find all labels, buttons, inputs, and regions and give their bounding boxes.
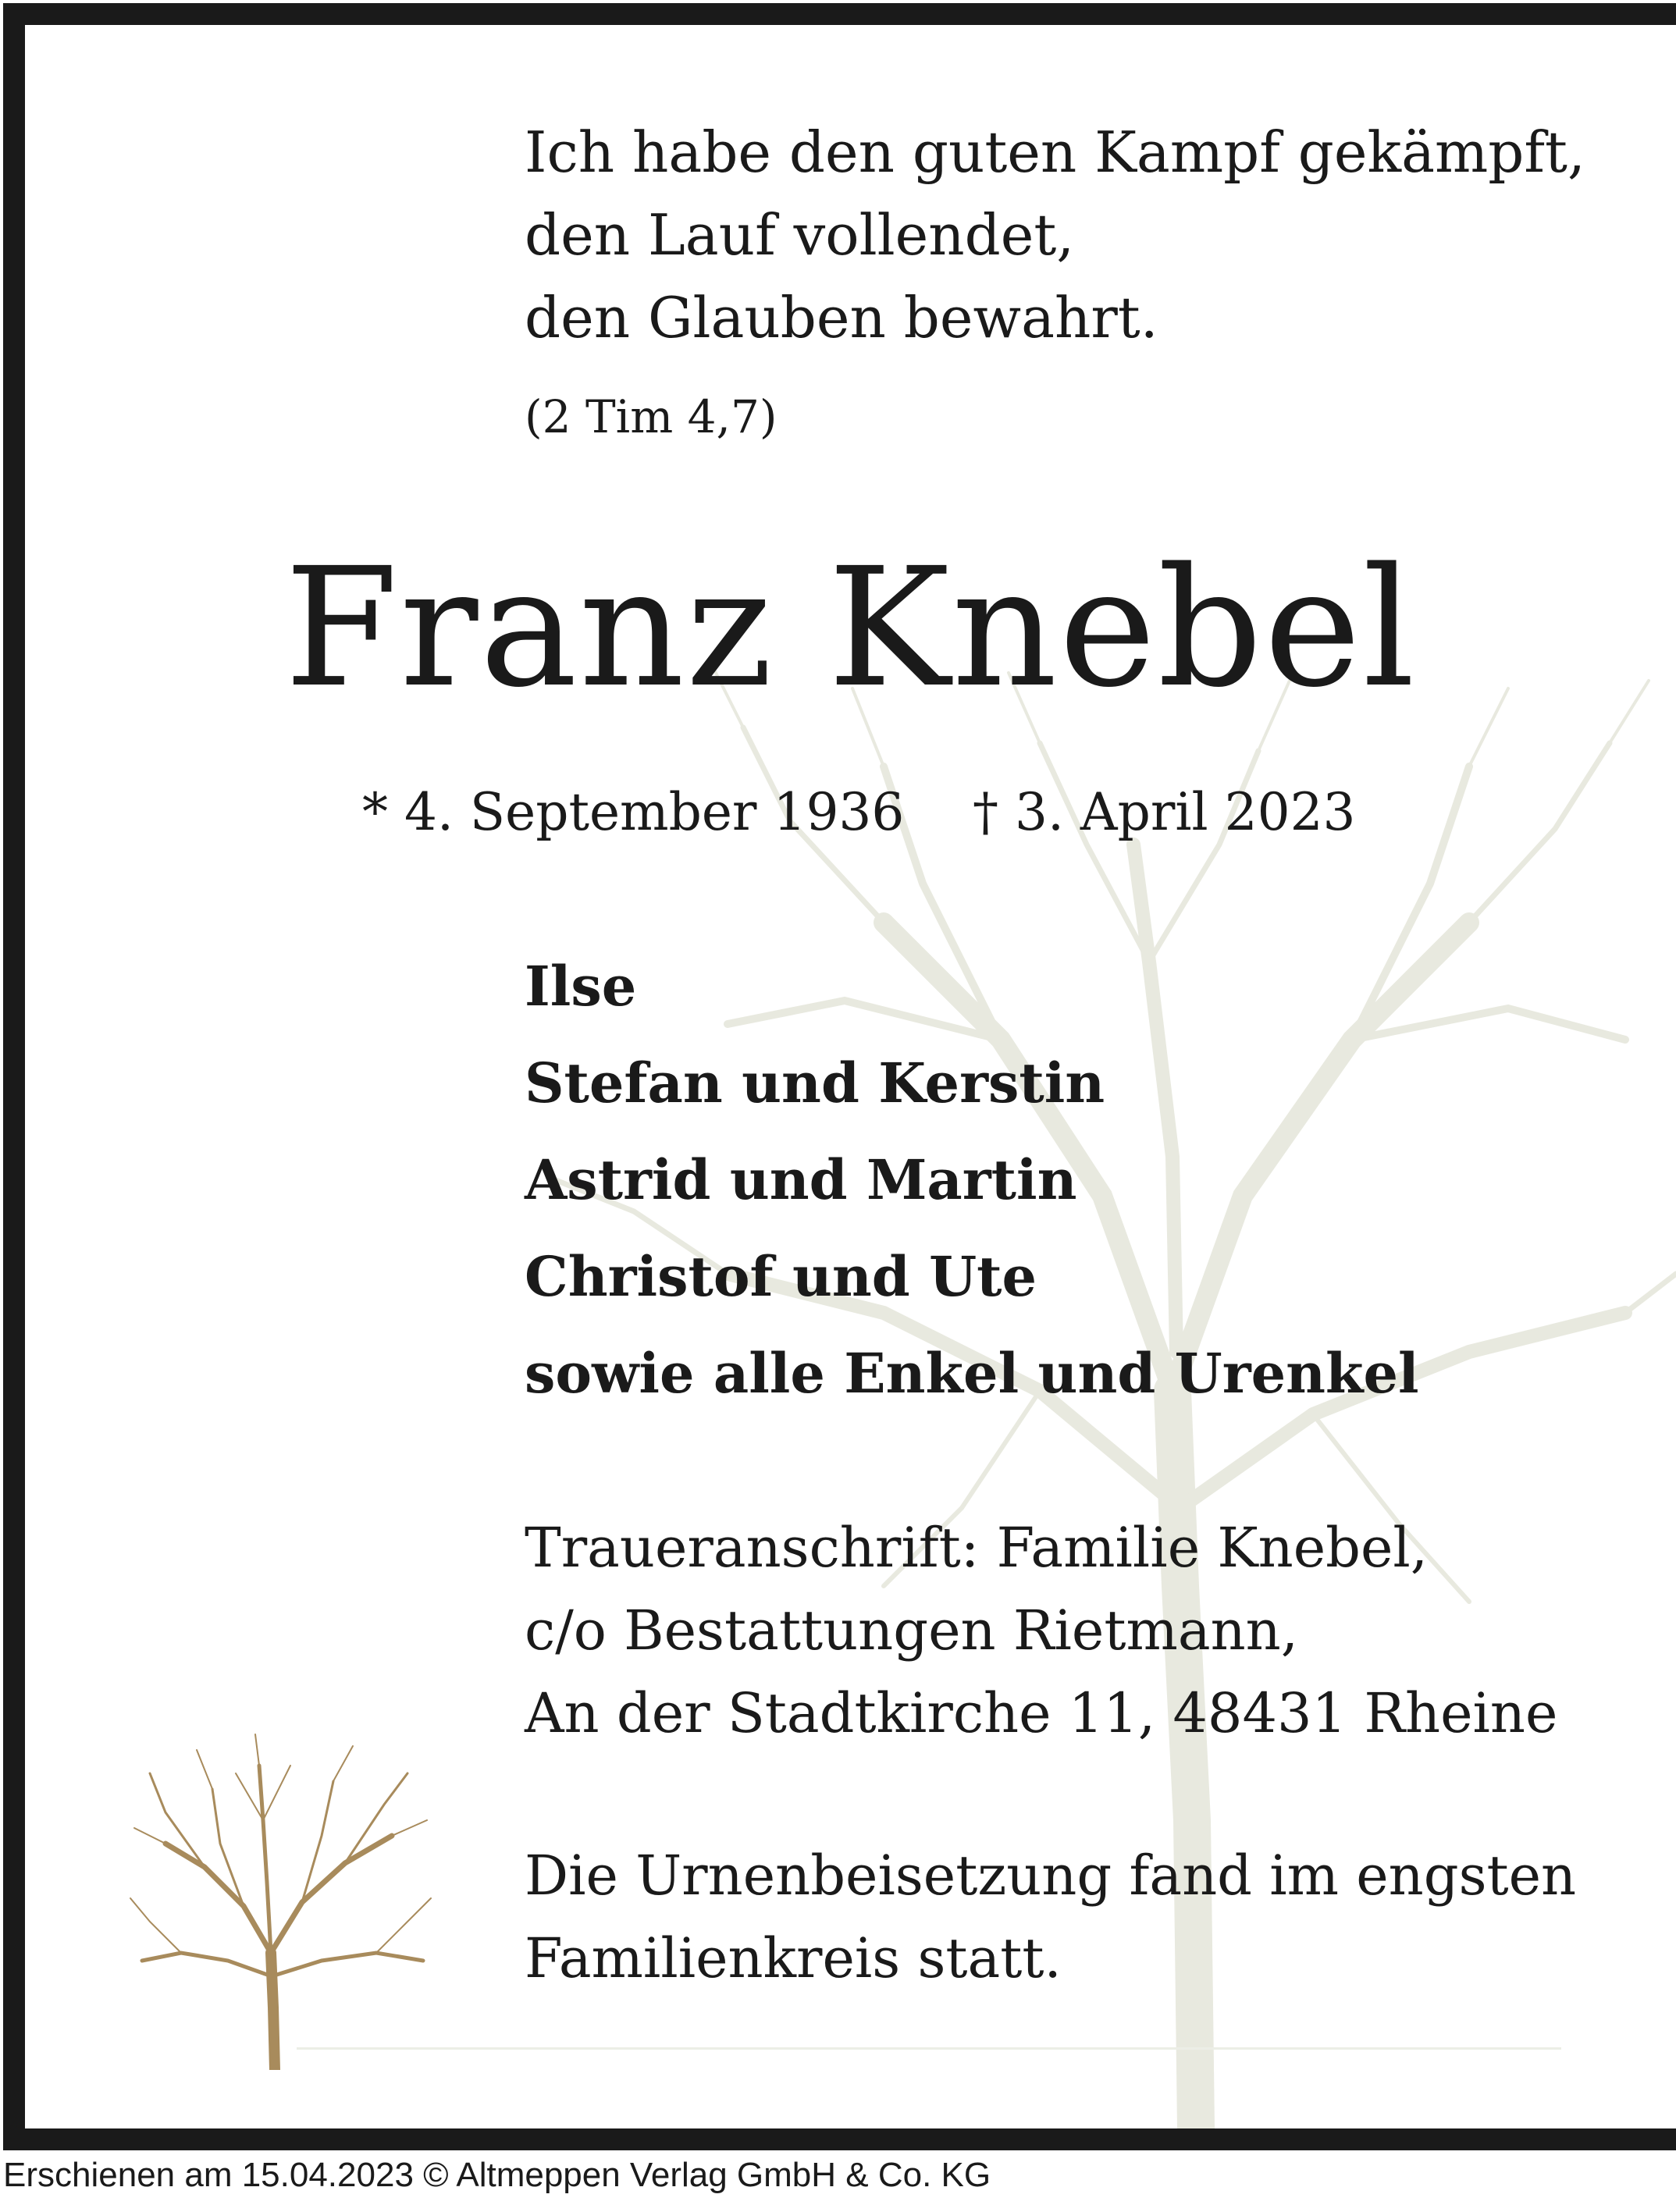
address-line: An der Stadtkirche 11, 48431 Rheine bbox=[525, 1681, 1558, 1745]
publication-footer: Erschienen am 15.04.2023 © Altmeppen Verlag GmbH & Co. KG bbox=[3, 2156, 991, 2194]
burial-line: Die Urnenbeisetzung fand im engsten bbox=[525, 1844, 1577, 1908]
quote-line: den Glauben bewahrt. bbox=[525, 285, 1158, 350]
mourner: sowie alle Enkel und Urenkel bbox=[525, 1341, 1419, 1406]
mourner: Christof und Ute bbox=[525, 1244, 1037, 1309]
burial-note bbox=[525, 1834, 1576, 2000]
tree-small-icon bbox=[119, 1727, 447, 2070]
deceased-name: Franz Knebel bbox=[284, 532, 1417, 724]
death-date: † 3. April 2023 bbox=[973, 782, 1356, 842]
quote-line: Ich habe den guten Kampf gekämpft, bbox=[525, 119, 1585, 185]
mourners-list bbox=[525, 938, 1419, 1422]
birth-date: * 4. September 1936 bbox=[362, 782, 905, 842]
address-line: c/o Bestattungen Rietmann, bbox=[525, 1599, 1299, 1663]
bible-quote bbox=[525, 111, 1585, 359]
mourning-address bbox=[525, 1506, 1557, 1755]
mourner: Astrid und Martin bbox=[525, 1147, 1077, 1212]
quote-reference: (2 Tim 4,7) bbox=[525, 390, 778, 443]
mourner: Ilse bbox=[525, 954, 637, 1019]
quote-line: den Lauf vollendet, bbox=[525, 202, 1075, 268]
mourner: Stefan und Kerstin bbox=[525, 1051, 1105, 1115]
obituary-frame bbox=[3, 3, 1676, 2150]
footer-divider bbox=[297, 2047, 1561, 2050]
burial-line: Familienkreis statt. bbox=[525, 1926, 1062, 1990]
address-line: Traueranschrift: Familie Knebel, bbox=[525, 1516, 1429, 1580]
